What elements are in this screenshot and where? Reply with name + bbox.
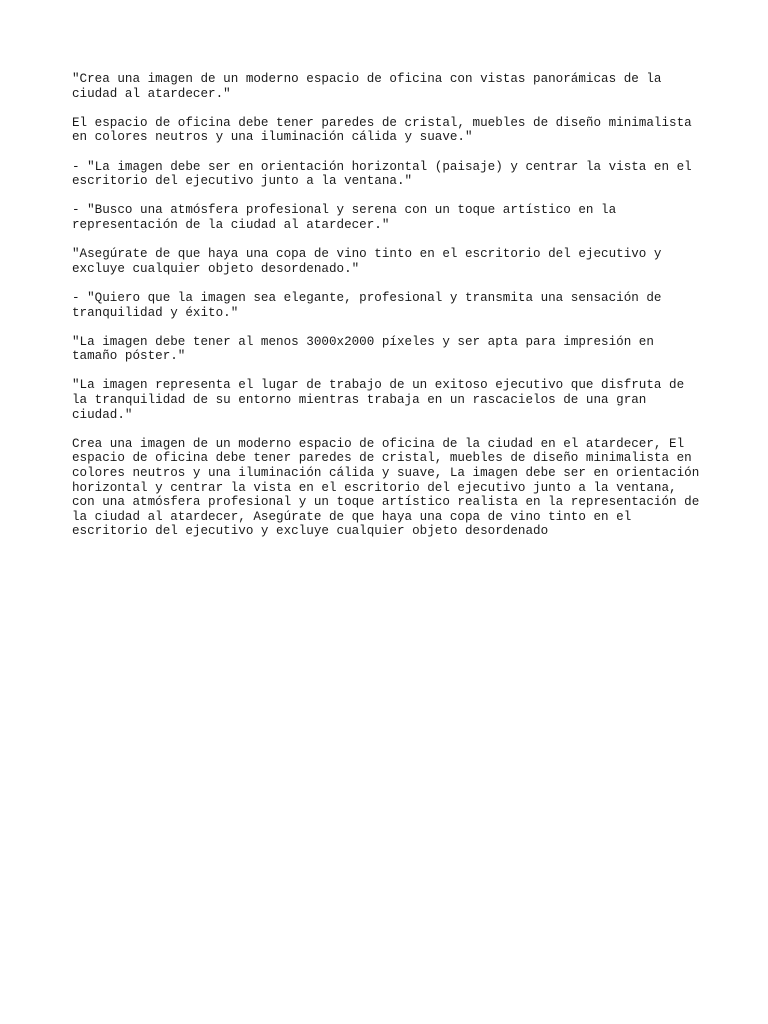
paragraph-1: "Crea una imagen de un moderno espacio de oficina con vistas panorámicas de la ciudad al atardecer." (72, 72, 662, 101)
paragraph-7: "La imagen debe tener al menos 3000x2000 píxeles y ser apta para impresión en tamaño póster." (72, 334, 654, 364)
paragraph-5: "Asegúrate de que haya una copa de vino tinto en el escritorio del ejecutivo y excluye cualquier objeto desordenado." (72, 247, 662, 276)
paragraph-3: - "La imagen debe ser en orientación horizontal (paisaje) y centrar la vista en el escritorio del ejecutivo junto a la ventana." (72, 159, 692, 189)
paragraph-4: - "Busco una atmósfera profesional y serena con un toque artístico en la representación de la ciudad al atardecer." (72, 203, 617, 232)
paragraph-8: "La imagen representa el lugar de trabajo de un exitoso ejecutivo que disfruta de la tranquilidad de su entorno mientras trabaja en un rascacielos de una gran ciudad." (72, 378, 685, 422)
paragraph-6: - "Quiero que la imagen sea elegante, profesional y transmita una sensación de tranquilidad y éxito." (72, 290, 662, 320)
paragraph-2: El espacio de oficina debe tener paredes de cristal, muebles de diseño minimalista en colores neutros y una iluminación cálida y suave." (72, 115, 692, 145)
document-body (72, 72, 706, 554)
paragraph-9: Crea una imagen de un moderno espacio de oficina de la ciudad en el atardecer, El espacio de oficina debe tener paredes de cristal, muebles de diseño minimalista en colores neutros y una iluminación cálida y suave, La imagen debe ser en orientación horizontal y centrar la vista en el escritorio del ejecutivo junto a la ventana, con una atmósfera profesional y un toque artístico realista en la representación de la ciudad al atardecer, Asegúrate de que haya una copa de vino tinto en el escritorio del ejecutivo y excluye cualquier objeto desordenado (72, 436, 700, 539)
